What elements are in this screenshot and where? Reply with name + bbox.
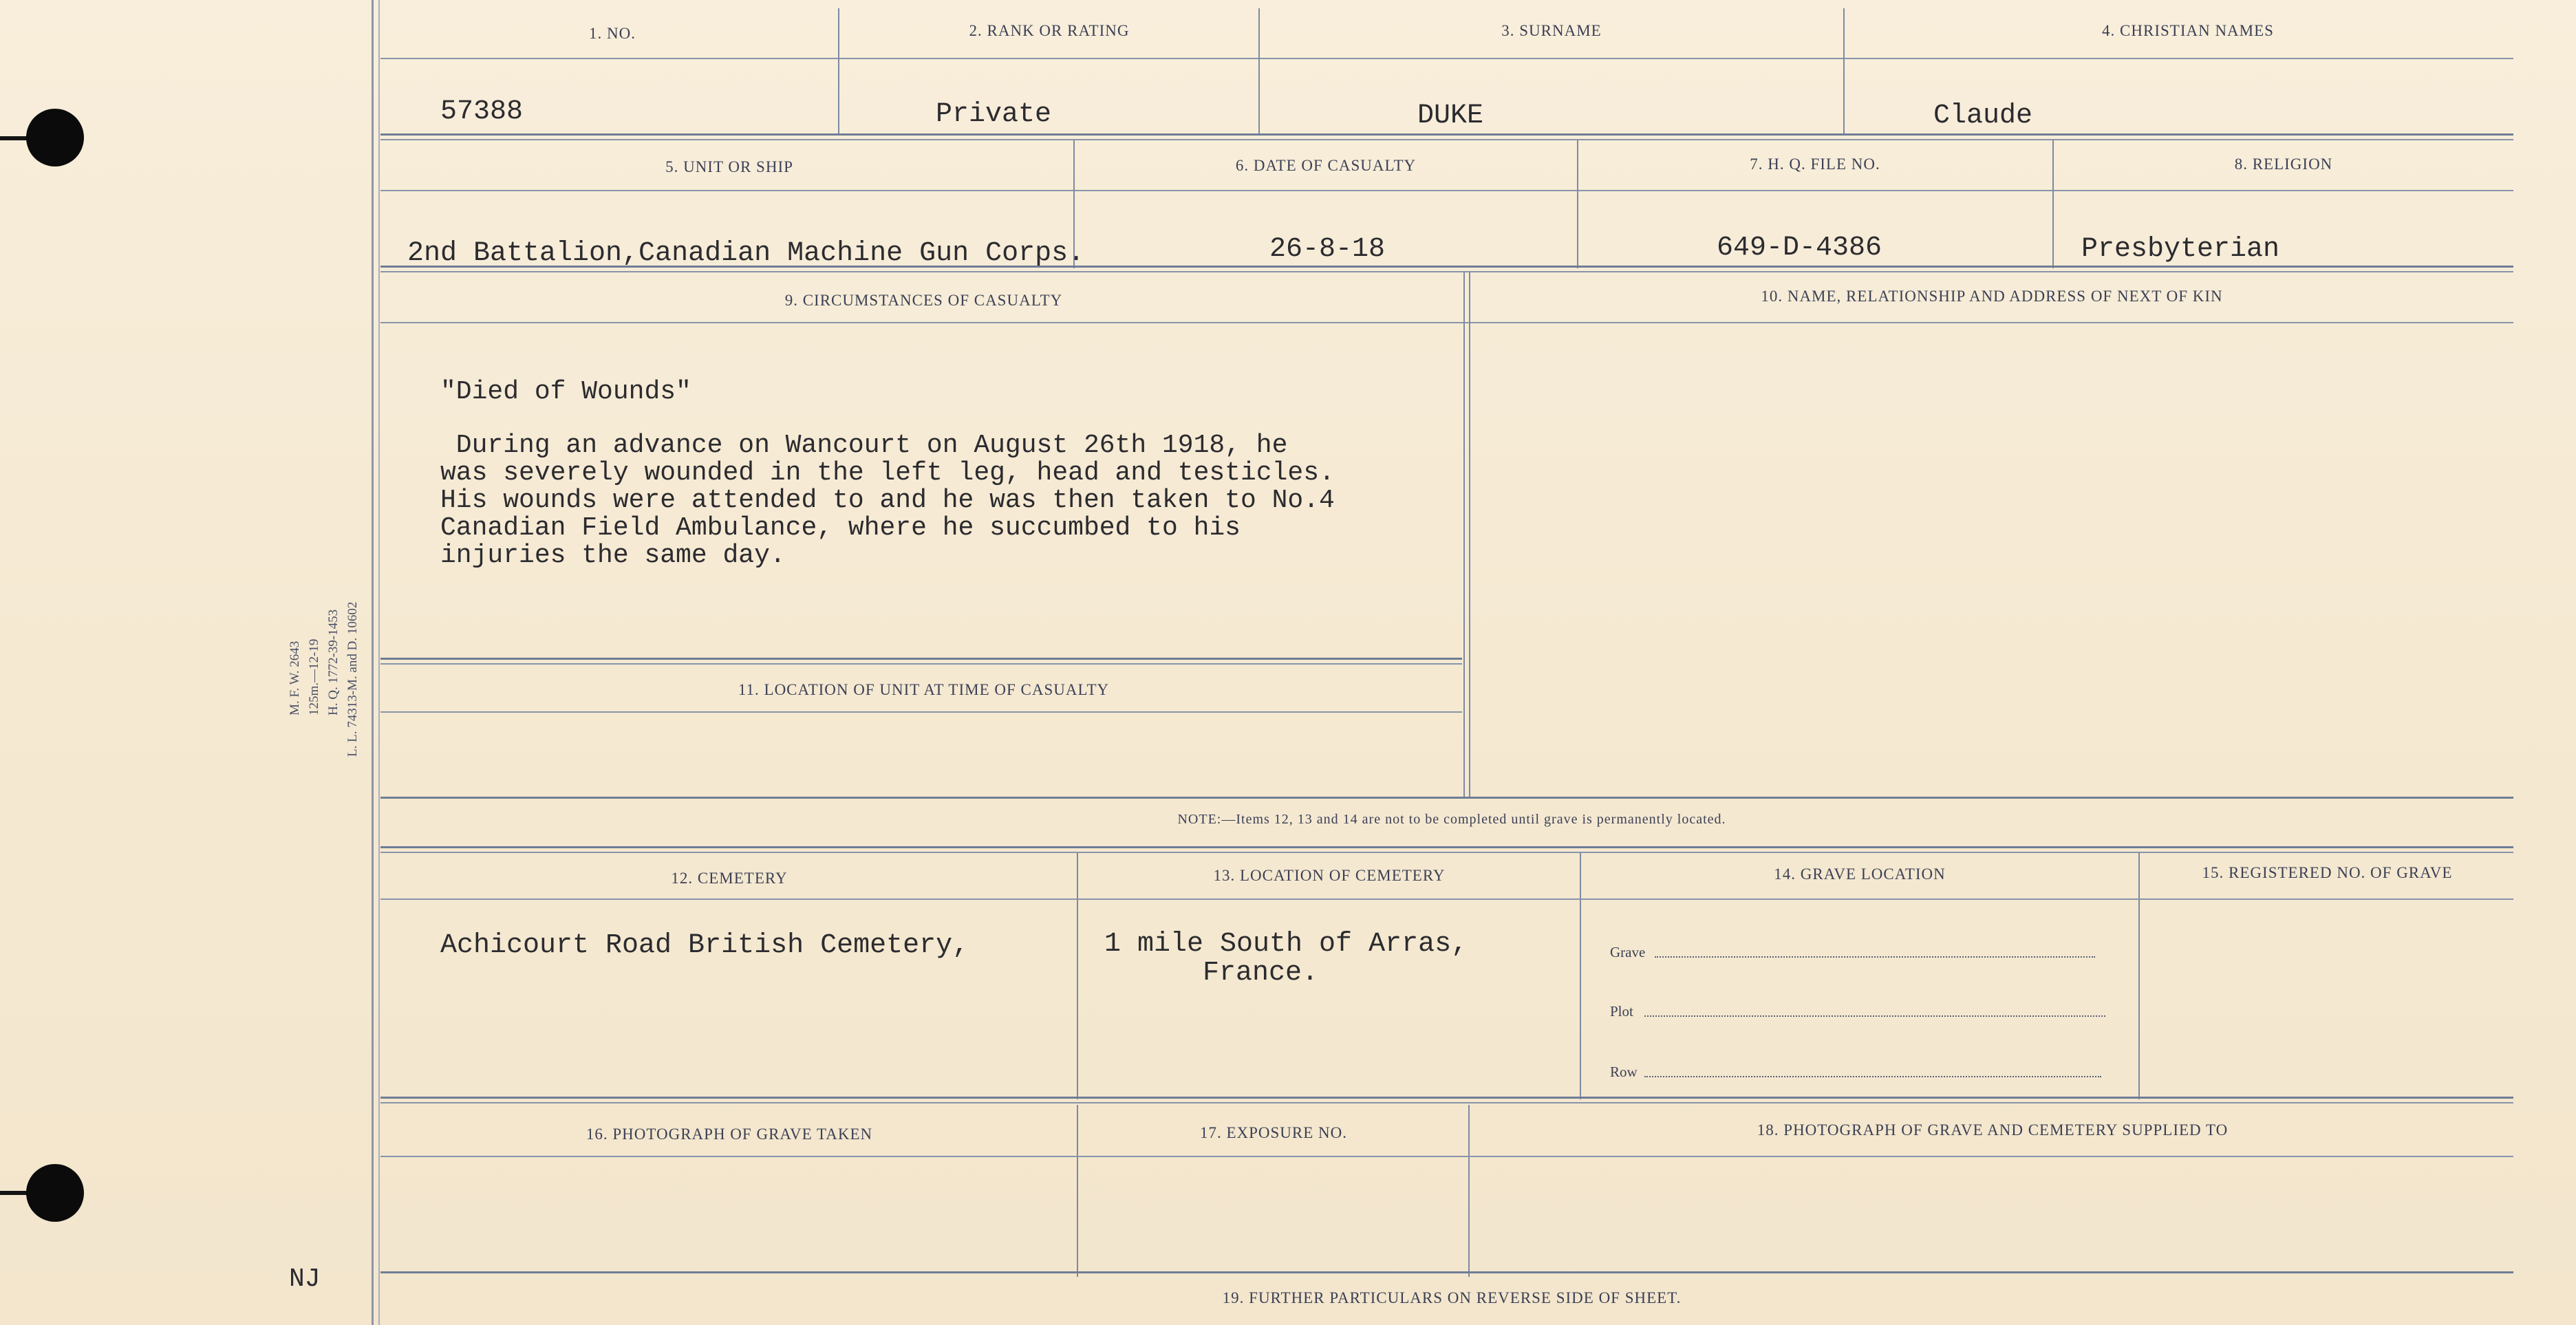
religion-value: Presbyterian — [2081, 234, 2280, 265]
header-surname: 3. SURNAME — [1501, 22, 1602, 39]
left-margin-rule — [372, 0, 374, 1325]
row5-bottom-rule — [380, 1271, 2513, 1273]
location-unit-top-rule-2 — [380, 663, 1462, 665]
header-unit: 5. UNIT OR SHIP — [665, 158, 793, 175]
row5-header-rule — [380, 1156, 2513, 1157]
date-of-casualty-value: 26-8-18 — [1269, 234, 1386, 265]
row4-divider-2 — [1580, 853, 1581, 1099]
row1-bottom-rule — [380, 133, 2513, 136]
header-photo-taken: 16. PHOTOGRAPH OF GRAVE TAKEN — [586, 1125, 873, 1143]
punch-hole-bottom — [26, 1164, 84, 1222]
row4-bottom-rule — [380, 1097, 2513, 1099]
header-hq-file: 7. H. Q. FILE NO. — [1750, 155, 1880, 173]
row4-header-rule — [380, 898, 2513, 900]
grave-field-label: Grave — [1610, 944, 1646, 960]
row2-bottom-rule-2 — [380, 271, 2513, 272]
location-unit-top-rule — [380, 658, 1462, 660]
header-location-cemetery: 13. LOCATION OF CEMETERY — [1213, 867, 1446, 884]
punch-hole-top — [26, 109, 84, 166]
row4-divider-1 — [1077, 853, 1078, 1099]
row4-divider-3 — [2138, 853, 2140, 1099]
row2-divider-3 — [2052, 140, 2054, 268]
left-margin-rule-inner — [378, 0, 380, 1325]
unit-value: 2nd Battalion,Canadian Machine Gun Corps. — [407, 238, 1085, 269]
header-date: 6. DATE OF CASUALTY — [1235, 157, 1417, 174]
header-religion: 8. RELIGION — [2234, 155, 2333, 173]
row-field-label: Row — [1610, 1064, 1638, 1080]
header-christian: 4. CHRISTIAN NAMES — [2102, 22, 2274, 39]
row2-divider-2 — [1577, 140, 1578, 268]
cemetery-location-line-1: 1 mile South of Arras, — [1104, 929, 1468, 960]
row1-divider-1 — [838, 8, 839, 135]
header-cemetery: 12. CEMETERY — [671, 870, 788, 887]
christian-names-value: Claude — [1933, 100, 2033, 131]
header-circumstances: 9. CIRCUMSTANCES OF CASUALTY — [784, 292, 1063, 309]
service-number: 57388 — [440, 96, 524, 127]
header-next-of-kin: 10. NAME, RELATIONSHIP AND ADDRESS OF NEXT OF KIN — [1761, 288, 2223, 305]
row1-divider-2 — [1258, 8, 1260, 135]
note-bottom-rule — [380, 846, 2513, 848]
clerk-initials: NJ — [289, 1264, 321, 1294]
row1-bottom-rule-2 — [380, 139, 2513, 140]
grave-field-line — [1655, 956, 2095, 958]
header-exposure: 17. EXPOSURE NO. — [1199, 1124, 1348, 1141]
plot-field-label: Plot — [1610, 1003, 1633, 1020]
form-code-4: L. L. 74313-M. and D. 10602 — [345, 601, 360, 757]
form-code-3: H. Q. 1772-39-1453 — [326, 609, 341, 715]
circumstances-title: "Died of Wounds" — [440, 377, 691, 407]
form-code-1: M. F. W. 2643 — [288, 640, 302, 715]
plot-field-line — [1644, 1015, 2105, 1017]
surname-value: DUKE — [1417, 100, 1484, 131]
header-grave-location: 14. GRAVE LOCATION — [1774, 865, 1946, 883]
header-registered-no: 15. REGISTERED NO. OF GRAVE — [2202, 864, 2453, 881]
header-location-unit: 11. LOCATION OF UNIT AT TIME OF CASUALTY — [738, 681, 1110, 698]
row1-header-rule — [380, 58, 2513, 59]
row1-divider-3 — [1843, 8, 1845, 135]
row-field-line — [1644, 1076, 2101, 1077]
cemetery-value: Achicourt Road British Cemetery, — [440, 930, 969, 961]
row3-bottom-rule — [380, 797, 2513, 799]
hq-file-value: 649-D-4386 — [1717, 233, 1882, 263]
rank-value: Private — [936, 99, 1052, 130]
cemetery-location-line-2: France. — [1203, 958, 1319, 989]
circumstances-right-rule-2 — [1469, 272, 1470, 797]
location-unit-header-rule — [380, 711, 1462, 713]
row4-bottom-rule-2 — [380, 1102, 2513, 1103]
circumstances-right-rule — [1463, 272, 1465, 797]
row2-header-rule — [380, 190, 2513, 191]
header-photo-supplied: 18. PHOTOGRAPH OF GRAVE AND CEMETERY SUPPLIED TO — [1757, 1121, 2229, 1139]
further-particulars-note: 19. FURTHER PARTICULARS ON REVERSE SIDE OF SHEET. — [1222, 1289, 1682, 1306]
note-bottom-rule-2 — [380, 852, 2513, 853]
form-code-2: 125m.—12-19 — [307, 638, 321, 715]
header-no: 1. NO. — [589, 25, 636, 42]
row3-header-rule — [380, 322, 2513, 323]
row5-divider-1 — [1077, 1105, 1078, 1277]
circumstances-text: During an advance on Wancourt on August 26th 1918, he was severely wounded in the left leg, head and testicles. His wounds were attended to and he was then taken to No.4 Canadian Field Ambulance, where he succumbed to his injuries the same day. — [440, 431, 1335, 570]
header-rank: 2. RANK OR RATING — [969, 22, 1130, 39]
note-text: NOTE:—Items 12, 13 and 14 are not to be completed until grave is permanently located. — [1177, 812, 1726, 827]
row2-bottom-rule — [380, 266, 2513, 268]
